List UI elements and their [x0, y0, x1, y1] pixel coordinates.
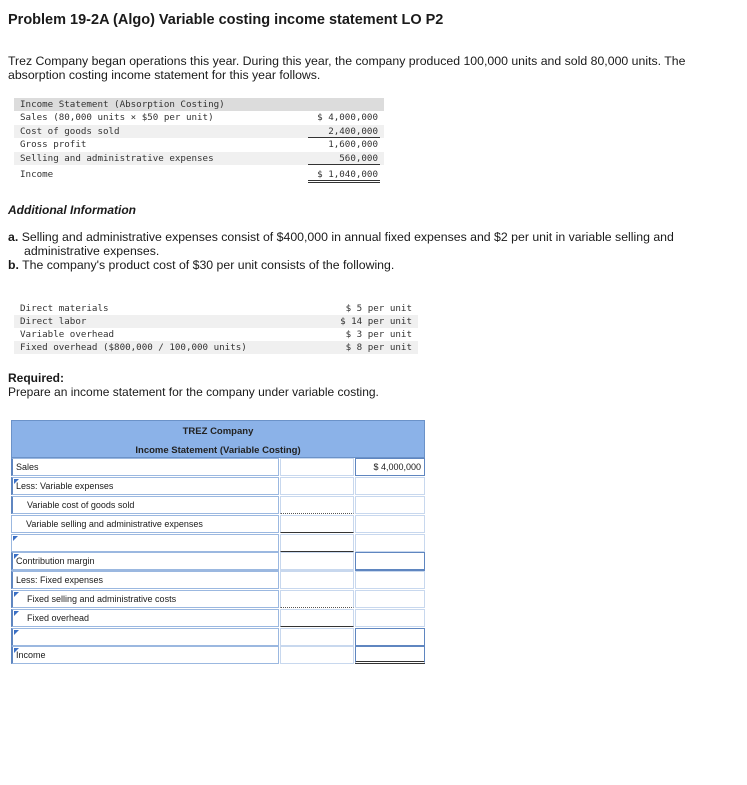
cost-label: Direct materials	[20, 303, 109, 314]
absorption-statement-header: Income Statement (Absorption Costing)	[14, 98, 384, 111]
total-input[interactable]	[355, 477, 425, 495]
amount-input[interactable]	[280, 590, 354, 608]
cost-value: $ 5 per unit	[345, 303, 412, 314]
worksheet-title: Income Statement (Variable Costing)	[135, 445, 301, 456]
total-input[interactable]	[355, 552, 425, 570]
cost-row	[14, 341, 418, 354]
amount-input[interactable]	[280, 515, 354, 533]
cost-value: $ 8 per unit	[345, 342, 412, 353]
total-input[interactable]	[355, 609, 425, 627]
cost-label: Variable overhead	[20, 329, 115, 340]
row-label: Selling and administrative expenses	[20, 152, 214, 164]
required-section	[8, 371, 379, 399]
row-value: 560,000	[339, 152, 378, 164]
item-text: Selling and administrative expenses consist of $400,000 in annual fixed expenses and $2 per unit in variable selling and administrative expenses.	[21, 230, 674, 258]
info-list	[8, 230, 728, 272]
cost-label: Fixed overhead ($800,000 / 100,000 units)	[20, 342, 247, 353]
row-value: 2,400,000	[328, 125, 378, 137]
statement-row	[14, 152, 384, 166]
cost-value: $ 14 per unit	[340, 316, 412, 327]
amount-input[interactable]	[280, 646, 354, 664]
cost-row	[14, 302, 418, 315]
amount-input[interactable]	[280, 534, 354, 552]
row-value: $ 1,040,000	[317, 169, 378, 180]
total-input[interactable]	[355, 571, 425, 589]
absorption-statement	[14, 98, 384, 182]
worksheet-company: TREZ Company	[182, 426, 254, 437]
worksheet-row	[11, 609, 425, 627]
worksheet-row	[11, 571, 425, 589]
row-label-input[interactable]	[11, 628, 279, 646]
cost-row	[14, 315, 418, 328]
row-label-input[interactable]: Contribution margin	[11, 552, 279, 570]
total-input[interactable]: $ 4,000,000	[355, 458, 425, 476]
info-item-a	[8, 230, 728, 258]
total-input[interactable]	[355, 496, 425, 514]
row-label-input[interactable]: Income	[11, 646, 279, 664]
row-label-input[interactable]: Fixed overhead	[11, 609, 279, 627]
amount-input[interactable]	[280, 571, 354, 589]
required-text: Prepare an income statement for the company under variable costing.	[8, 385, 379, 399]
additional-info-heading: Additional Information	[8, 203, 136, 217]
total-input[interactable]	[355, 590, 425, 608]
total-input[interactable]	[355, 515, 425, 533]
info-item-b	[8, 258, 728, 272]
worksheet-row	[11, 534, 425, 552]
row-label: Sales (80,000 units × $50 per unit)	[20, 112, 214, 123]
worksheet-row	[11, 552, 425, 570]
item-tag: a.	[8, 230, 19, 244]
cost-label: Direct labor	[20, 316, 87, 327]
amount-input[interactable]	[280, 628, 354, 646]
worksheet-row	[11, 458, 425, 476]
variable-costing-worksheet	[11, 420, 425, 664]
row-value: 1,600,000	[328, 139, 378, 150]
statement-row	[14, 125, 384, 139]
worksheet-row	[11, 646, 425, 664]
product-cost-table	[14, 302, 418, 354]
cost-value: $ 3 per unit	[345, 329, 412, 340]
row-label-input[interactable]: Less: Variable expenses	[11, 477, 279, 495]
underline	[308, 164, 380, 165]
row-label: Gross profit	[20, 139, 87, 150]
worksheet-row	[11, 496, 425, 514]
row-label-input[interactable]: Less: Fixed expenses	[11, 571, 279, 589]
worksheet-row	[11, 590, 425, 608]
row-label: Income	[20, 169, 54, 180]
row-label-input[interactable]: Variable selling and administrative expenses	[11, 515, 279, 533]
worksheet-row	[11, 477, 425, 495]
row-label-input[interactable]: Fixed selling and administrative costs	[11, 590, 279, 608]
worksheet-header	[11, 420, 425, 458]
double-underline	[308, 180, 380, 183]
cost-row	[14, 328, 418, 341]
problem-title: Problem 19-2A (Algo) Variable costing income statement LO P2	[8, 12, 444, 28]
row-value: $ 4,000,000	[317, 112, 378, 123]
row-label: Cost of goods sold	[20, 125, 120, 137]
amount-input[interactable]	[280, 458, 354, 476]
row-label-input[interactable]: Variable cost of goods sold	[11, 496, 279, 514]
amount-input[interactable]	[280, 609, 354, 627]
item-text: The company's product cost of $30 per unit consists of the following.	[22, 258, 395, 272]
row-label-cell: Sales	[11, 458, 279, 476]
amount-input[interactable]	[280, 552, 354, 570]
statement-row	[14, 111, 384, 125]
item-tag: b.	[8, 258, 19, 272]
total-input[interactable]	[355, 628, 425, 646]
total-input[interactable]	[355, 534, 425, 552]
statement-row	[14, 168, 384, 182]
statement-row	[14, 138, 384, 152]
amount-input[interactable]	[280, 496, 354, 514]
amount-input[interactable]	[280, 477, 354, 495]
total-input[interactable]	[355, 646, 425, 664]
worksheet-row	[11, 628, 425, 646]
intro-paragraph: Trez Company began operations this year. During this year, the company produced 100,000 units and sold 80,000 units. The absorption costing income statement for this year follows.	[8, 54, 686, 82]
row-label-input[interactable]	[11, 534, 279, 552]
required-heading: Required:	[8, 371, 65, 385]
worksheet-row	[11, 515, 425, 533]
